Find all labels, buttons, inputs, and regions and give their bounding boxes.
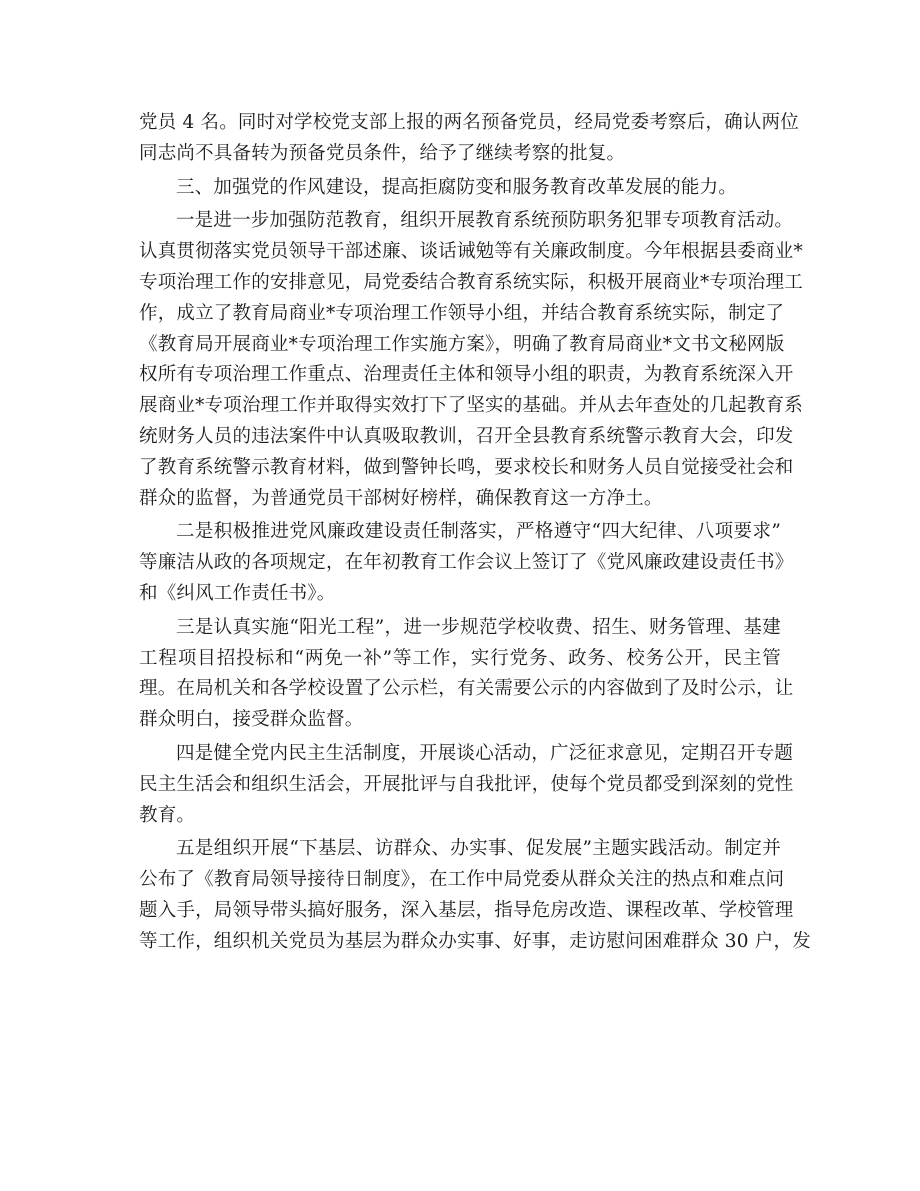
text-line: 《教育局开展商业*专项治理工作实施方案》，明确了教育局商业*文书文秘网版 xyxy=(139,333,785,355)
text-line: 统财务人员的违法案件中认真吸取教训，召开全县教育系统警示教育大会，印发 xyxy=(139,425,794,447)
text-line: 和《纠风工作责任书》。 xyxy=(139,582,336,604)
text-line: 理。在局机关和各学校设置了公示栏，有关需要公示的内容做到了及时公示，让 xyxy=(139,678,794,700)
text-line: 三、加强党的作风建设，提高拒腐防变和服务教育改革发展的能力。 xyxy=(176,176,738,198)
text-line: 专项治理工作的安排意见，局党委结合教育系统实际，积极开展商业*专项治理工 xyxy=(139,271,803,293)
text-line: 等廉洁从政的各项规定，在年初教育工作会议上签订了《党风廉政建设责任书》 xyxy=(139,552,794,574)
text-line: 工程项目招投标和“两免一补”等工作，实行党务、政务、校务公开，民主管 xyxy=(139,647,781,669)
text-line: 展商业*专项治理工作并取得实效打下了坚实的基础。并从去年查处的几起教育系 xyxy=(139,395,803,417)
text-line: 群众明白，接受群众监督。 xyxy=(139,709,364,731)
text-line: 了教育系统警示教育材料，做到警钟长鸣，要求校长和财务人员自觉接受社会和 xyxy=(139,456,794,478)
paragraph xyxy=(139,834,811,957)
text-line: 四是健全党内民主生活制度，开展谈心活动，广泛征求意见，定期召开专题 xyxy=(176,742,794,764)
text-line: 教育。 xyxy=(139,804,196,826)
text-line: 党员 4 名。同时对学校党支部上报的两名预备党员，经局党委考察后，确认两位 xyxy=(139,112,799,133)
text-line: 公布了《教育局领导接待日制度》，在工作中局党委从群众关注的热点和难点问 xyxy=(139,869,785,891)
text-line: 认真贯彻落实党员领导干部述廉、谈话诫勉等有关廉政制度。今年根据县委商业* xyxy=(139,241,803,263)
paragraph xyxy=(139,173,781,204)
text-line: 群众的监督，为普通党员干部树好榜样，确保教育这一方净土。 xyxy=(139,487,663,509)
text-line: 权所有专项治理工作重点、治理责任主体和领导小组的职责，为教育系统深入开 xyxy=(139,364,794,386)
text-line: 等工作，组织机关党员为基层为群众办实事、好事，走访慰问困难群众 30 户，发 xyxy=(139,930,811,952)
text-line: 二是积极推进党风廉政建设责任制落实，严格遵守“四大纪律、八项要求” xyxy=(176,521,781,543)
text-line: 三是认真实施“阳光工程”，进一步规范学校收费、招生、财务管理、基建 xyxy=(176,616,781,638)
paragraph xyxy=(139,206,803,514)
text-line: 题入手，局领导带头搞好服务，深入基层，指导危房改造、课程改革、学校管理 xyxy=(139,899,794,921)
paragraph xyxy=(139,739,794,831)
paragraph xyxy=(139,613,794,736)
text-line: 五是组织开展“下基层、访群众、办实事、促发展”主题实践活动。制定并 xyxy=(176,838,781,860)
text-line: 一是进一步加强防范教育，组织开展教育系统预防职务犯罪专项教育活动。 xyxy=(176,210,794,232)
text-line: 民主生活会和组织生活会，开展批评与自我批评，使每个党员都受到深刻的党性 xyxy=(139,773,794,795)
paragraph xyxy=(139,108,799,170)
document-body xyxy=(139,108,811,958)
paragraph xyxy=(139,517,794,609)
text-line: 作，成立了教育局商业*专项治理工作领导小组，并结合教育系统实际，制定了 xyxy=(139,302,785,324)
text-line: 同志尚不具备转为预备党员条件，给予了继续考察的批复。 xyxy=(139,142,626,164)
